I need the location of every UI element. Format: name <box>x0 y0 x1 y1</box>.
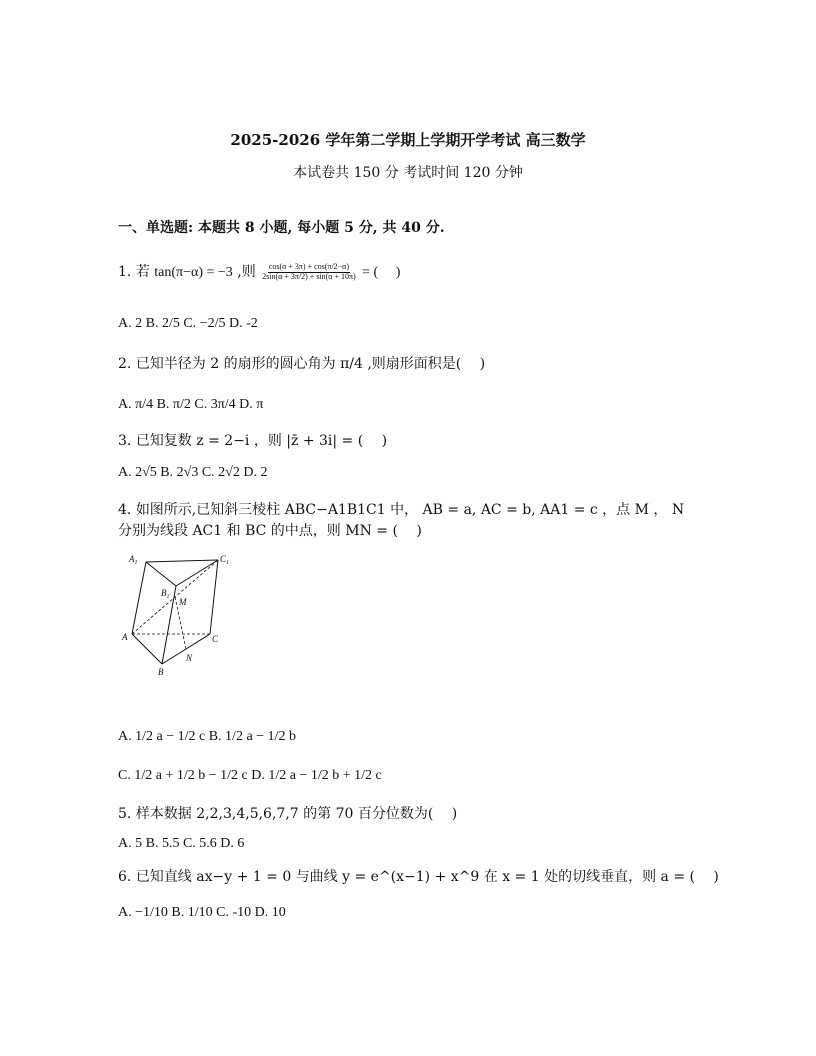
edge-b1c1 <box>176 560 218 586</box>
q1-suffix: = ( ) <box>362 265 401 280</box>
q4-number: 4. <box>118 502 132 518</box>
q6-number: 6. <box>118 869 132 885</box>
section-heading: 一、单选题: 本题共 8 小题, 每小题 5 分, 共 40 分. <box>118 220 445 236</box>
q4-stem-line2: 分别为线段 AC1 和 BC 的中点，则 MN = ( ) <box>118 523 422 539</box>
q5-number: 5. <box>118 806 132 822</box>
q1-prefix: 若 <box>135 264 150 280</box>
label-b: B <box>158 667 164 677</box>
question-6 <box>118 867 719 887</box>
edge-a1b1 <box>146 562 176 586</box>
q1-condition: tan(π−α) = −3 <box>154 265 233 280</box>
q5-options: A. 5 B. 5.5 C. 5.6 D. 6 <box>118 836 245 851</box>
label-c: C <box>212 634 219 644</box>
q4-options-line1: A. 1/2 a − 1/2 c B. 1/2 a − 1/2 b <box>118 729 296 744</box>
q3-options: A. 2√5 B. 2√3 C. 2√2 D. 2 <box>118 465 268 480</box>
prism-figure <box>118 548 248 680</box>
q1-options: A. 2 B. 2/5 C. −2/5 D. -2 <box>118 316 258 331</box>
question-1 <box>118 262 400 283</box>
q1-then: ,则 <box>237 264 256 280</box>
exam-title: 2025-2026 学年第二学期上学期开学考试 高三数学 <box>230 131 586 149</box>
edge-ab <box>132 634 162 664</box>
q1-denominator: 2sin(α + 3π/2) + sin(α + 10π) <box>262 271 356 281</box>
q2-number: 2. <box>118 356 132 372</box>
q4-stem-line1: 如图所示,已知斜三棱柱 ABC−A1B1C1 中， AB = a, AC = b, AA1 = c ，点 M ， N <box>135 502 685 518</box>
q2-stem: 已知半径为 2 的扇形的圆心角为 π/4 ,则扇形面积是( ) <box>135 356 486 372</box>
q3-number: 3. <box>118 433 132 449</box>
label-b1: $B_1$ <box>161 588 170 600</box>
q2-options: A. π/4 B. π/2 C. 3π/4 D. π <box>118 397 264 412</box>
q1-number: 1. <box>118 264 132 280</box>
label-m: M <box>179 597 187 607</box>
label-n: N <box>186 653 193 663</box>
question-3 <box>118 431 387 451</box>
q5-stem: 样本数据 2,2,3,4,5,6,7,7 的第 70 百分位数为( ) <box>135 806 458 822</box>
q6-stem: 已知直线 ax−y + 1 = 0 与曲线 y = e^(x−1) + x^9 在 x = 1 处的切线垂直，则 a = ( ) <box>135 869 719 885</box>
q1-numerator: cos(α + 3π) + cos(π/2−α) <box>268 262 350 272</box>
edge-aa1 <box>132 562 146 634</box>
label-c1: $C_1$ <box>220 554 230 566</box>
q4-options-line2: C. 1/2 a + 1/2 b − 1/2 c D. 1/2 a − 1/2 b + 1/2 c <box>118 768 382 783</box>
q6-options: A. −1/10 B. 1/10 C. -10 D. 10 <box>118 905 286 920</box>
question-2 <box>118 354 485 374</box>
question-4 <box>118 500 684 520</box>
question-5 <box>118 804 457 824</box>
edge-cc1 <box>210 560 218 634</box>
edge-a1c1 <box>146 560 218 562</box>
q1-expression <box>262 263 356 281</box>
label-a: A <box>122 632 128 642</box>
q3-stem: 已知复数 z = 2−i ，则 |z̄ + 3i| = ( ) <box>135 433 388 449</box>
label-a1: $A_1$ <box>129 554 138 566</box>
exam-subtitle: 本试卷共 150 分 考试时间 120 分钟 <box>293 165 523 181</box>
